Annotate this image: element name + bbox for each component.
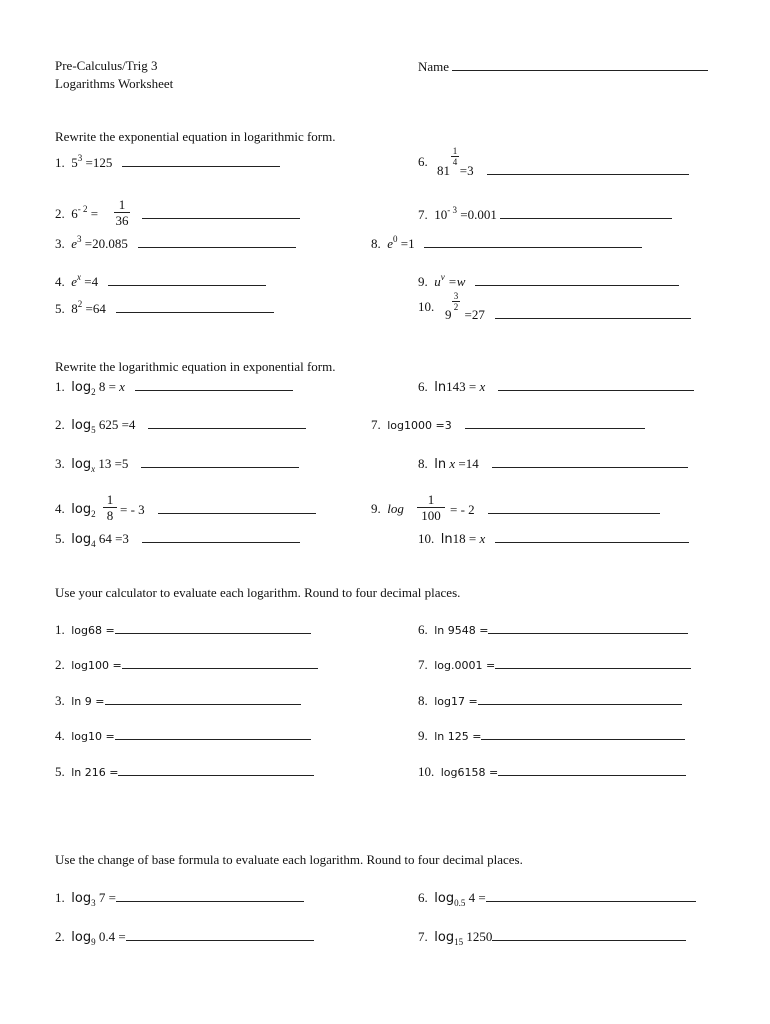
s2-problem-8: 8. ln x =14 (418, 455, 688, 472)
s3-problem-9: 9. ln 125 = (418, 727, 685, 744)
s4-problem-1: 1. $\log_3 7$ = (55, 889, 304, 906)
answer-blank[interactable] (122, 154, 280, 167)
s3-problem-5: 5. ln 216 = (55, 763, 314, 780)
answer-blank[interactable] (142, 206, 300, 219)
s4-problem-6: 6. $\log_{0.5} 4$ = (418, 889, 696, 906)
worksheet-page: Pre-Calculus/Trig 3 Logarithms Worksheet Name Rewrite the exponential equation in logarithmic form. 1. $5^3 =125$ 2. $6^{- 2}$ = 1 36 3. $e^3 =20.085$ 4. $e^x =4$ 5. $8^2 =64$ 6. 1 4 81 =3 7. $10^{- 3} =0.001$ 8. $e^0 =1$ 9. $u^v =w$ 10. 3 2 9 =27 Rewrite the logarithmic equation in exponential form. 1. $\log_2 8 = x$ 2. $\log_5 625 =4$ 3. $\log_x 13 =5$ 4. $\log_2$ 1 8 = - 3 5. $\log_4 64 =3$ 6. ln143 = x 7. log1000 =3 8. ln x =14 9. log 1 100 = - 2 10. ln18 = x Use your calculator to evaluate each logarithm. Round to four decimal places. 1. log68 = 2. log100 = 3. ln 9 = 4. log10 = 5. ln 216 = 6. ln 9548 = 7. log.0001 = 8. log17 = 9. ln 125 = 10. log6158 = Use the change of base formula to evaluate each logarithm. Round to four decimal places. 1. $\log_3 7$ = 2. $\log_9 0.4$ = 6. $\log_{0.5} 4$ = 7. $\log_{15} 1250$ (0, 0, 770, 1024)
answer-blank[interactable] (475, 273, 679, 286)
s2-p4-fraction: 1 8 (103, 493, 117, 524)
answer-blank[interactable] (488, 621, 688, 634)
answer-blank[interactable] (424, 235, 642, 248)
answer-blank[interactable] (498, 378, 694, 391)
section2-instruction: Rewrite the logarithmic equation in exponential form. (55, 359, 336, 374)
answer-blank[interactable] (115, 621, 311, 634)
s1-p2-fraction: 1 36 (115, 197, 129, 228)
s3-problem-8: 8. log17 = (418, 692, 682, 709)
answer-blank[interactable] (495, 530, 689, 543)
answer-blank[interactable] (478, 692, 682, 705)
answer-blank[interactable] (105, 692, 301, 705)
s3-problem-2: 2. log100 = (55, 656, 318, 673)
s3-problem-4: 4. log10 = (55, 727, 311, 744)
answer-blank[interactable] (481, 727, 685, 740)
s2-p9-fraction: 1 100 (417, 493, 445, 524)
s1-problem-9: 9. $u^v =w$ (418, 273, 679, 289)
section4-instruction: Use the change of base formula to evaluate each logarithm. Round to four decimal places. (55, 852, 523, 867)
s1-problem-3: 3. $e^3 =20.085$ (55, 235, 296, 251)
answer-blank[interactable] (498, 763, 686, 776)
answer-blank[interactable] (492, 928, 686, 941)
s2-problem-9: 9. log (371, 501, 404, 516)
s2-problem-4: 4. $\log_2$ (55, 501, 96, 519)
section3-instruction: Use your calculator to evaluate each logarithm. Round to four decimal places. (55, 585, 461, 600)
answer-blank[interactable] (126, 928, 314, 941)
answer-blank[interactable] (495, 306, 691, 319)
s1-problem-10: 10. (418, 299, 435, 314)
s3-problem-3: 3. ln 9 = (55, 692, 301, 709)
answer-blank[interactable] (148, 416, 306, 429)
s2-problem-1: 1. $\log_2 8 = x$ (55, 378, 293, 395)
answer-blank[interactable] (500, 206, 672, 219)
answer-blank[interactable] (465, 416, 645, 429)
s2-problem-7: 7. log1000 =3 (371, 416, 645, 433)
answer-blank[interactable] (116, 300, 274, 313)
s1-problem-1: 1. $5^3 =125$ (55, 154, 280, 170)
answer-blank[interactable] (158, 501, 316, 514)
s1-problem-8: 8. $e^0 =1$ (371, 235, 642, 251)
s3-problem-7: 7. log.0001 = (418, 656, 691, 673)
s3-problem-6: 6. ln 9548 = (418, 621, 688, 638)
s2-problem-10: 10. ln18 = x (418, 530, 689, 547)
s4-problem-7: 7. $\log_{15} 1250$ (418, 928, 686, 945)
answer-blank[interactable] (488, 501, 660, 514)
s3-problem-10: 10. log6158 = (418, 763, 686, 780)
course-title: Pre-Calculus/Trig 3 (55, 58, 158, 73)
name-field[interactable] (418, 58, 708, 74)
s1-p10-exponent: 3 2 (453, 291, 459, 312)
s3-problem-1: 1. log68 = (55, 621, 311, 638)
answer-blank[interactable] (492, 455, 688, 468)
answer-blank[interactable] (495, 656, 691, 669)
answer-blank[interactable] (108, 273, 266, 286)
worksheet-title: Logarithms Worksheet (55, 76, 174, 91)
answer-blank[interactable] (487, 162, 689, 175)
answer-blank[interactable] (115, 727, 311, 740)
name-blank[interactable] (452, 58, 708, 71)
s2-problem-6: 6. ln143 = x (418, 378, 694, 395)
s2-problem-3: 3. $\log_x 13 =5$ (55, 455, 299, 472)
answer-blank[interactable] (138, 235, 296, 248)
answer-blank[interactable] (116, 889, 304, 902)
name-label: Name (418, 59, 450, 74)
answer-blank[interactable] (122, 656, 318, 669)
s1-problem-4: 4. $e^x =4$ (55, 273, 266, 289)
answer-blank[interactable] (486, 889, 696, 902)
s1-problem-5: 5. $8^2 =64$ (55, 300, 274, 316)
answer-blank[interactable] (135, 378, 293, 391)
answer-blank[interactable] (118, 763, 314, 776)
s1-problem-2: 2. $6^{- 2}$ = (55, 204, 99, 221)
answer-blank[interactable] (141, 455, 299, 468)
s1-problem-6: 6. (418, 154, 428, 169)
s4-problem-2: 2. $\log_9 0.4$ = (55, 928, 314, 945)
answer-blank[interactable] (142, 530, 300, 543)
s2-problem-5: 5. $\log_4 64 =3$ (55, 530, 300, 547)
s1-problem-7: 7. $10^{- 3} =0.001$ (418, 206, 672, 222)
section1-instruction: Rewrite the exponential equation in logarithmic form. (55, 129, 336, 144)
s1-p6-exponent: 1 4 (452, 146, 458, 167)
s2-problem-2: 2. $\log_5 625 =4$ (55, 416, 306, 433)
